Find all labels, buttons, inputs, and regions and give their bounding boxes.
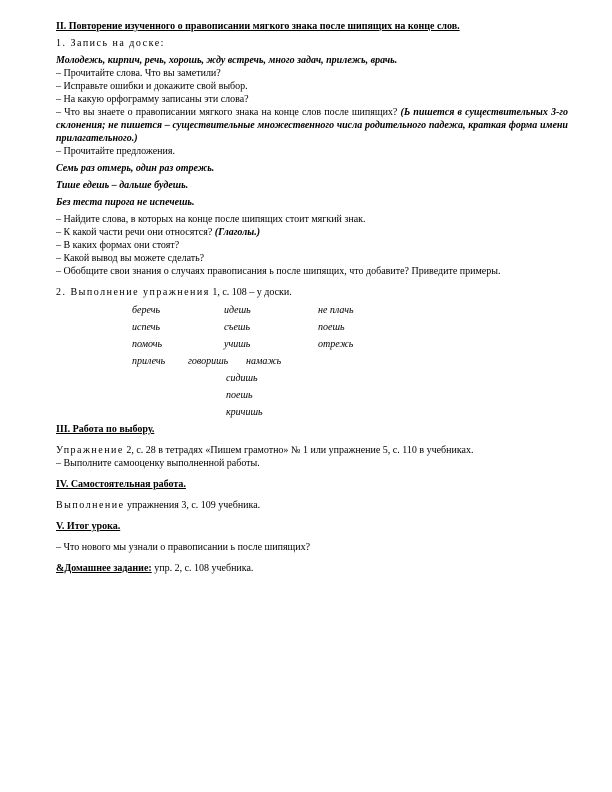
grid-word: беречь xyxy=(132,305,161,316)
section-4-heading: IV. Самостоятельная работа. xyxy=(56,479,186,490)
grid-word: поешь xyxy=(318,322,345,333)
question-line: – Какой вывод вы можете сделать? xyxy=(56,253,205,264)
grid-word: прилечь xyxy=(132,356,166,367)
section-3-exercise-label: Упражнение xyxy=(56,445,124,456)
section-5-heading: V. Итог урока. xyxy=(56,521,121,532)
read-sentences-instruction: – Прочитайте предложения. xyxy=(56,146,175,157)
board-label-text: 1. Запись на доске: xyxy=(56,38,165,49)
proverb: Семь раз отмерь, один раз отрежь. xyxy=(56,163,215,174)
question-line: – Найдите слова, в которых на конце после шипящих стоит мягкий знак. xyxy=(56,214,366,225)
section-4-exercise-label: Выполнение xyxy=(56,500,125,511)
proverb: Тише едешь – дальше будешь. xyxy=(56,180,189,191)
summary-question-final: – Что нового мы узнали о правописании ь после шипящих? xyxy=(56,542,311,553)
exercise-1 xyxy=(56,286,568,299)
grid-word: кричишь xyxy=(226,407,263,418)
section-3-exercise-rest: 2, с. 28 в тетрадях «Пишем грамотно» № 1 или упражнение 5, с. 110 в учебниках. xyxy=(123,445,474,456)
rule-question: – Что вы знаете о правописании мягкого знака на конце слов после шипящих? xyxy=(56,107,398,118)
section-4-exercise xyxy=(56,499,568,512)
question-line xyxy=(56,226,568,239)
homework xyxy=(56,562,568,575)
grid-word: учишь xyxy=(224,339,251,350)
grid-word: говоришь xyxy=(188,356,229,367)
grid-word: намажь xyxy=(246,356,282,367)
section-4-exercise-rest: упражнения 3, с. 109 учебника. xyxy=(124,500,261,511)
question-line: – Исправьте ошибки и докажите свой выбор. xyxy=(56,81,248,92)
verbs-answer: (Глаголы.) xyxy=(214,227,261,238)
exercise-1-rest: 1, с. 108 – у доски. xyxy=(209,287,292,298)
section-3-exercise xyxy=(56,444,568,457)
grid-word: отрежь xyxy=(318,339,354,350)
document-page xyxy=(56,20,568,575)
rule-answer: (Ь пишется в существительных 3-го склонения; не пишется – существительные множественного числа родительного падежа, краткая форма имени прилагательного.) xyxy=(56,107,568,144)
board-label xyxy=(56,37,568,50)
section-3-heading: III. Работа по выбору. xyxy=(56,424,155,435)
grid-word: испечь xyxy=(132,322,161,333)
homework-text: упр. 2, с. 108 учебника. xyxy=(151,563,254,574)
word-grid xyxy=(56,305,568,418)
question-line: – В каких формах они стоят? xyxy=(56,240,180,251)
grid-word: поешь xyxy=(226,390,253,401)
summary-question: – Обобщите свои знания о случаях правописания ь после шипящих, что добавите? Приведите примеры. xyxy=(56,266,501,277)
exercise-1-label: 2. Выполнение упражнения xyxy=(56,287,210,298)
rule-paragraph xyxy=(56,106,568,145)
section-2-heading: II. Повторение изученного о правописании мягкого знака после шипящих на конце слов. xyxy=(56,21,460,32)
grid-word: съешь xyxy=(224,322,251,333)
question-line: – На какую орфограмму записаны эти слова? xyxy=(56,94,249,105)
grid-word: не плачь xyxy=(318,305,354,316)
grid-word: помочь xyxy=(132,339,163,350)
board-words: Молодежь, кирпич, речь, хорошь, жду встречь, много задач, прилежь, врачь. xyxy=(56,55,398,66)
grid-word: идешь xyxy=(224,305,251,316)
grid-word: сидишь xyxy=(226,373,258,384)
question-text: – К какой части речи они относятся? xyxy=(56,227,213,238)
question-line: – Прочитайте слова. Что вы заметили? xyxy=(56,68,221,79)
proverb: Без теста пирога не испечешь. xyxy=(56,197,195,208)
selfcheck-instruction: – Выполните самооценку выполненной работы. xyxy=(56,458,260,469)
homework-label: &Домашнее задание: xyxy=(56,563,152,574)
